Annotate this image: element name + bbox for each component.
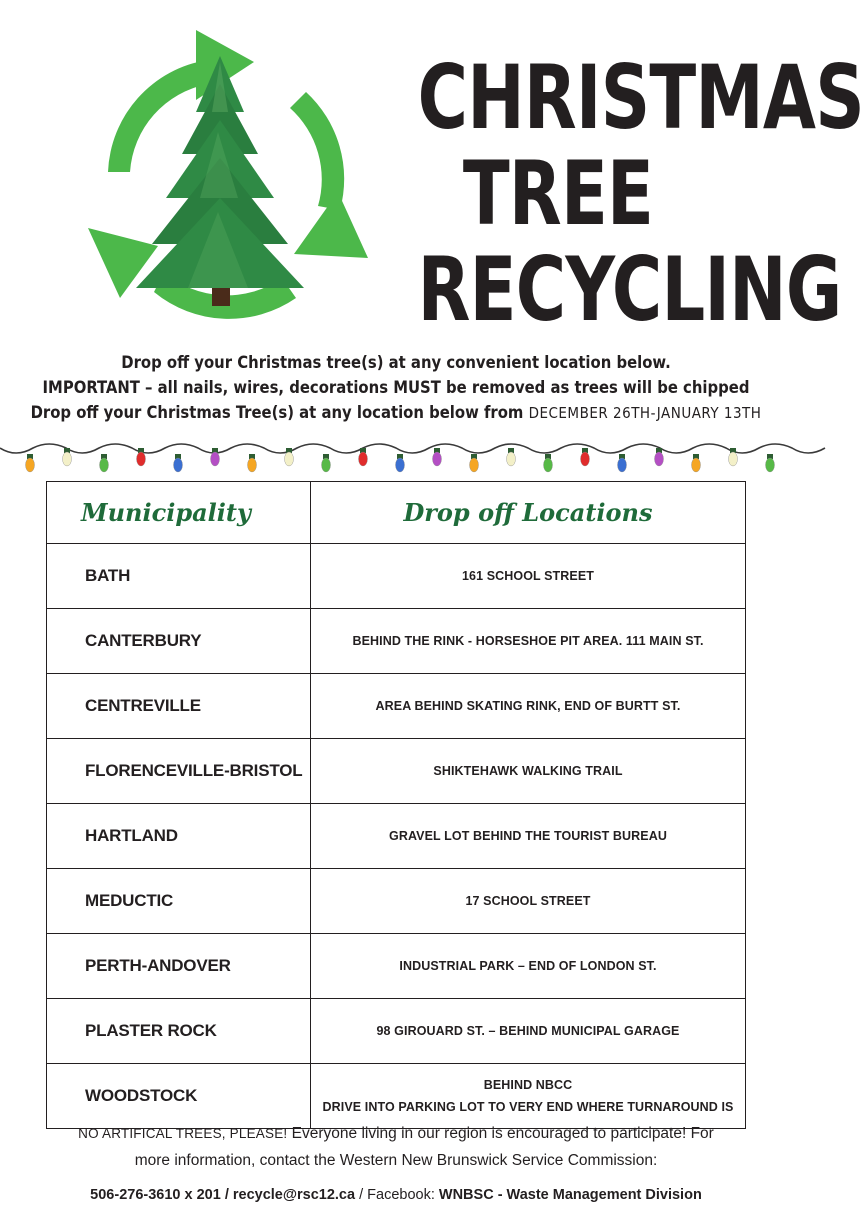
- table-row: [47, 869, 746, 934]
- light-bulb: [766, 454, 775, 472]
- intro-line-3-text: Drop off your Christmas Tree(s) at any location below from: [30, 403, 524, 422]
- municipality-cell: BATH: [47, 544, 311, 609]
- location-line: 98 GIROUARD ST. – BEHIND MUNICIPAL GARAGE: [376, 1024, 680, 1038]
- light-bulb: [100, 454, 109, 472]
- facebook-label: / Facebook:: [355, 1187, 439, 1203]
- page-title: [417, 46, 864, 341]
- phone-email: 506-276-3610 x 201 / recycle@rsc12.ca: [90, 1187, 356, 1203]
- table-row: [47, 999, 746, 1064]
- light-bulb: [248, 454, 257, 472]
- encourage-text: Everyone living in our region is encouraged to participate! For: [287, 1125, 714, 1142]
- title-line: TREE: [462, 142, 654, 245]
- light-bulb: [396, 454, 405, 472]
- footer: [0, 1120, 792, 1209]
- location-line: BEHIND NBCC: [483, 1078, 573, 1092]
- light-bulb: [470, 454, 479, 472]
- recycle-tree-logo: [68, 22, 380, 342]
- location-cell: [311, 674, 746, 739]
- column-header-locations: Drop off Locations: [311, 482, 746, 544]
- location-line: SHIKTEHAWK WALKING TRAIL: [433, 764, 623, 778]
- intro-line-3: [0, 400, 792, 426]
- intro-text: [0, 350, 792, 426]
- title-line: CHRISTMAS: [417, 46, 864, 149]
- light-bulb: [692, 454, 701, 472]
- table-row: [47, 804, 746, 869]
- drop-off-dates: DECEMBER 26TH-JANUARY 13TH: [528, 404, 762, 422]
- light-bulb: [433, 448, 442, 466]
- location-line-2: DRIVE INTO PARKING LOT TO VERY END WHERE TURNAROUND IS: [322, 1100, 734, 1114]
- location-cell: [311, 869, 746, 934]
- municipality-cell: PERTH-ANDOVER: [47, 934, 311, 999]
- table-row: [47, 1064, 746, 1129]
- municipality-cell: HARTLAND: [47, 804, 311, 869]
- light-bulb: [211, 448, 220, 466]
- column-header-municipality: Municipality: [47, 482, 311, 544]
- location-line: GRAVEL LOT BEHIND THE TOURIST BUREAU: [389, 829, 667, 843]
- light-bulb: [544, 454, 553, 472]
- table-header-row: [47, 482, 746, 544]
- light-bulb: [618, 454, 627, 472]
- light-bulb: [359, 448, 368, 466]
- table-row: [47, 609, 746, 674]
- contact-line: [0, 1182, 792, 1209]
- location-cell: [311, 934, 746, 999]
- location-cell: [311, 609, 746, 674]
- location-cell: [311, 804, 746, 869]
- table-row: [47, 544, 746, 609]
- light-bulb: [507, 448, 516, 466]
- title-line: RECYCLING: [417, 238, 842, 341]
- footer-line-2: more information, contact the Western New Brunswick Service Commission:: [134, 1152, 658, 1169]
- no-artificial-notice: NO ARTIFICAL TREES, PLEASE!: [78, 1126, 288, 1141]
- light-bulb: [26, 454, 35, 472]
- location-cell: [311, 999, 746, 1064]
- municipality-cell: PLASTER ROCK: [47, 999, 311, 1064]
- table-row: [47, 739, 746, 804]
- intro-line-1: Drop off your Christmas tree(s) at any convenient location below.: [121, 353, 671, 372]
- location-line: INDUSTRIAL PARK – END OF LONDON ST.: [399, 959, 657, 973]
- location-line: AREA BEHIND SKATING RINK, END OF BURTT ST.: [375, 699, 681, 713]
- municipality-cell: FLORENCEVILLE-BRISTOL: [47, 739, 311, 804]
- location-cell: [311, 544, 746, 609]
- light-bulb: [174, 454, 183, 472]
- table-row: [47, 934, 746, 999]
- lights-wire: [0, 444, 825, 453]
- footer-line-1: [0, 1120, 792, 1147]
- table-row: [47, 674, 746, 739]
- location-line: 17 SCHOOL STREET: [465, 894, 591, 908]
- municipality-cell: WOODSTOCK: [47, 1064, 311, 1129]
- light-bulb: [655, 448, 664, 466]
- location-line: 161 SCHOOL STREET: [461, 569, 595, 583]
- location-line: BEHIND THE RINK - HORSESHOE PIT AREA. 111 MAIN ST.: [352, 634, 704, 648]
- location-cell: [311, 1064, 746, 1129]
- municipality-cell: CENTREVILLE: [47, 674, 311, 739]
- municipality-cell: CANTERBURY: [47, 609, 311, 674]
- light-bulb: [322, 454, 331, 472]
- light-bulb: [581, 448, 590, 466]
- municipality-cell: MEDUCTIC: [47, 869, 311, 934]
- string-lights-icon: [0, 436, 792, 480]
- location-cell: [311, 739, 746, 804]
- locations-table: [46, 481, 746, 1129]
- facebook-page-link[interactable]: WNBSC - Waste Management Division: [438, 1187, 702, 1203]
- intro-line-2: IMPORTANT – all nails, wires, decorations MUST be removed as trees will be chipped: [42, 378, 750, 397]
